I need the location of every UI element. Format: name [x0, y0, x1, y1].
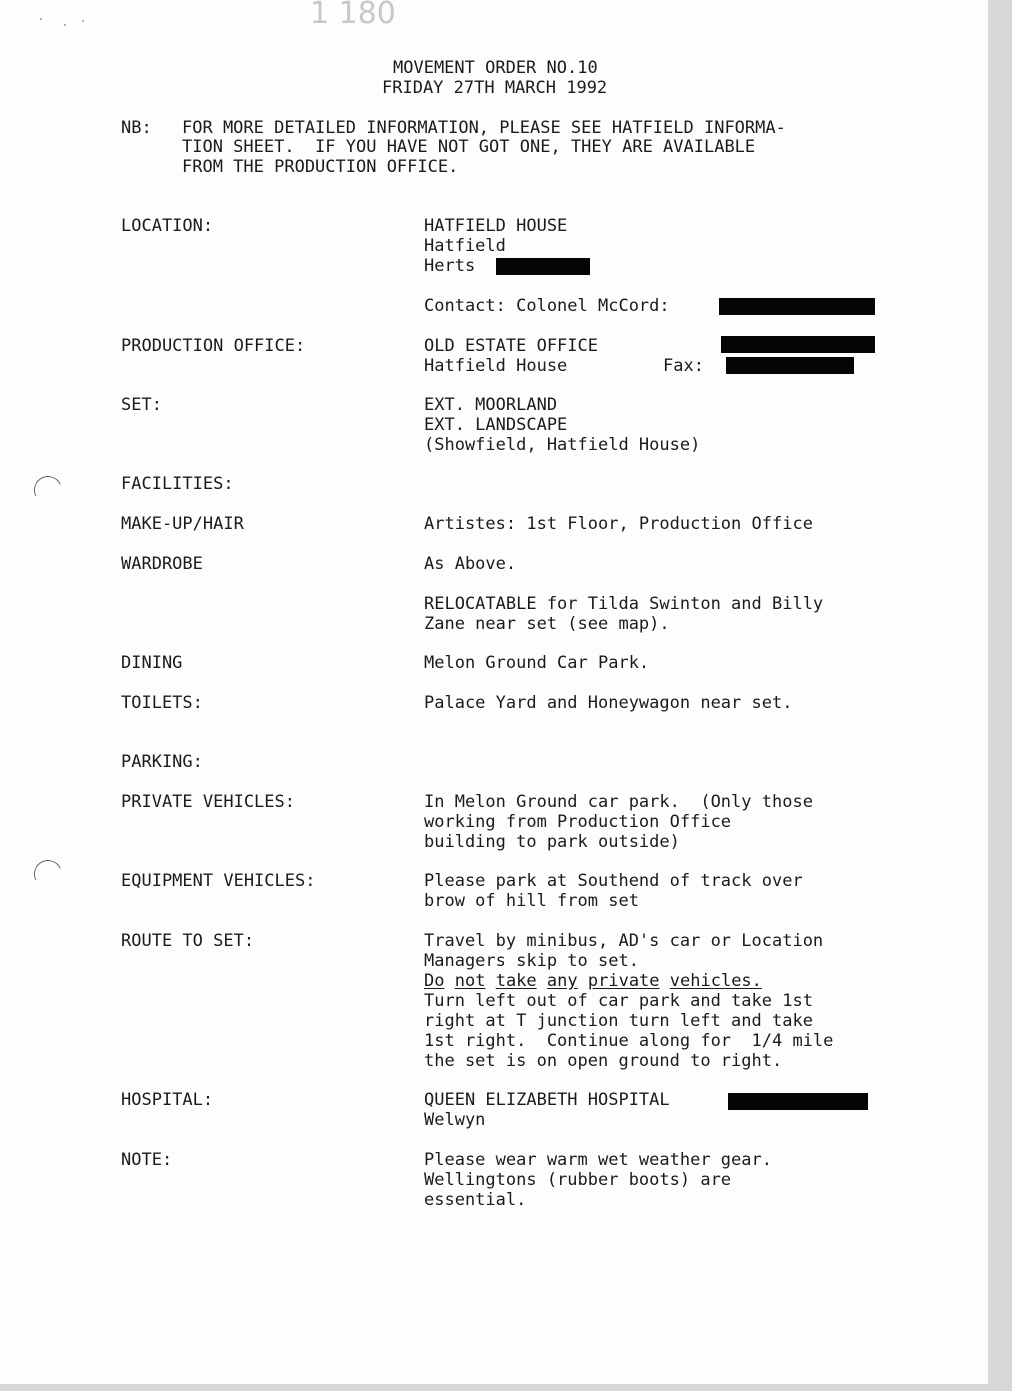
route-warning-word: vehicles. — [669, 971, 762, 991]
private-vehicles-line: building to park outside) — [424, 832, 680, 852]
wardrobe-note-line: Zane near set (see map). — [424, 614, 670, 634]
nb-label: NB: — [121, 118, 152, 138]
document-title: MOVEMENT ORDER NO.10 — [393, 58, 598, 78]
nb-line: TION SHEET. IF YOU HAVE NOT GOT ONE, THEY ARE AVAILABLE — [182, 137, 756, 157]
route-line: right at T junction turn left and take — [424, 1011, 813, 1031]
facilities-label: FACILITIES: — [121, 474, 234, 494]
redaction-bar — [726, 357, 854, 374]
toilets-value: Palace Yard and Honeywagon near set. — [424, 693, 793, 713]
route-warning-word: not — [454, 971, 486, 991]
route-warning-word: private — [587, 971, 660, 991]
punch-hole-mark — [30, 472, 66, 508]
set-line: (Showfield, Hatfield House) — [424, 435, 701, 455]
hospital-line: Welwyn — [424, 1110, 486, 1130]
makeup-value: Artistes: 1st Floor, Production Office — [424, 514, 813, 534]
private-vehicles-line: In Melon Ground car park. (Only those — [424, 792, 813, 812]
fax-label: Fax: — [663, 356, 704, 376]
route-warning-word: Do — [424, 971, 445, 991]
route-line: Travel by minibus, AD's car or Location — [424, 931, 824, 951]
paper-speck — [40, 18, 42, 20]
private-vehicles-line: working from Production Office — [424, 812, 732, 832]
redaction-bar — [496, 258, 590, 275]
note-label: NOTE: — [121, 1150, 173, 1170]
route-line: 1st right. Continue along for 1/4 mile — [424, 1031, 834, 1051]
punch-hole-mark — [30, 856, 66, 892]
set-label: SET: — [121, 395, 162, 415]
makeup-label: MAKE-UP/HAIR — [121, 514, 244, 534]
route-warning — [424, 971, 762, 991]
wardrobe-note-line: RELOCATABLE for Tilda Swinton and Billy — [424, 594, 824, 614]
location-line: Herts — [424, 256, 476, 276]
note-line: Wellingtons (rubber boots) are — [424, 1170, 732, 1190]
equipment-vehicles-line: Please park at Southend of track over — [424, 871, 803, 891]
production-office-line: OLD ESTATE OFFICE — [424, 336, 598, 356]
paper-speck — [64, 24, 66, 26]
redaction-bar — [721, 336, 875, 353]
route-warning-word: take — [495, 971, 537, 991]
route-line: Turn left out of car park and take 1st — [424, 991, 813, 1011]
route-warning-word: any — [546, 971, 578, 991]
note-line: Please wear warm wet weather gear. — [424, 1150, 772, 1170]
route-label: ROUTE TO SET: — [121, 931, 255, 951]
production-office-line: Hatfield House — [424, 356, 568, 376]
note-line: essential. — [424, 1190, 527, 1210]
toilets-label: TOILETS: — [121, 693, 203, 713]
location-line: HATFIELD HOUSE — [424, 216, 568, 236]
private-vehicles-label: PRIVATE VEHICLES: — [121, 792, 295, 812]
nb-line: FOR MORE DETAILED INFORMATION, PLEASE SEE HATFIELD INFORMA- — [182, 118, 786, 138]
equipment-vehicles-label: EQUIPMENT VEHICLES: — [121, 871, 316, 891]
wardrobe-value: As Above. — [424, 554, 517, 574]
pencil-annotation: 1 180 — [310, 0, 396, 31]
paper-speck — [82, 20, 84, 22]
location-line: Hatfield — [424, 236, 506, 256]
redaction-bar — [719, 298, 875, 315]
route-line: the set is on open ground to right. — [424, 1051, 783, 1071]
set-line: EXT. LANDSCAPE — [424, 415, 568, 435]
redaction-bar — [728, 1093, 868, 1110]
dining-value: Melon Ground Car Park. — [424, 653, 650, 673]
route-line: Managers skip to set. — [424, 951, 639, 971]
document-date: FRIDAY 27TH MARCH 1992 — [382, 78, 608, 98]
equipment-vehicles-line: brow of hill from set — [424, 891, 639, 911]
hospital-label: HOSPITAL: — [121, 1090, 214, 1110]
location-label: LOCATION: — [121, 216, 214, 236]
hospital-line: QUEEN ELIZABETH HOSPITAL — [424, 1090, 670, 1110]
dining-label: DINING — [121, 653, 183, 673]
parking-label: PARKING: — [121, 752, 203, 772]
location-contact: Contact: Colonel McCord: — [424, 296, 670, 316]
nb-line: FROM THE PRODUCTION OFFICE. — [182, 157, 459, 177]
wardrobe-label: WARDROBE — [121, 554, 203, 574]
production-office-label: PRODUCTION OFFICE: — [121, 336, 306, 356]
set-line: EXT. MOORLAND — [424, 395, 558, 415]
